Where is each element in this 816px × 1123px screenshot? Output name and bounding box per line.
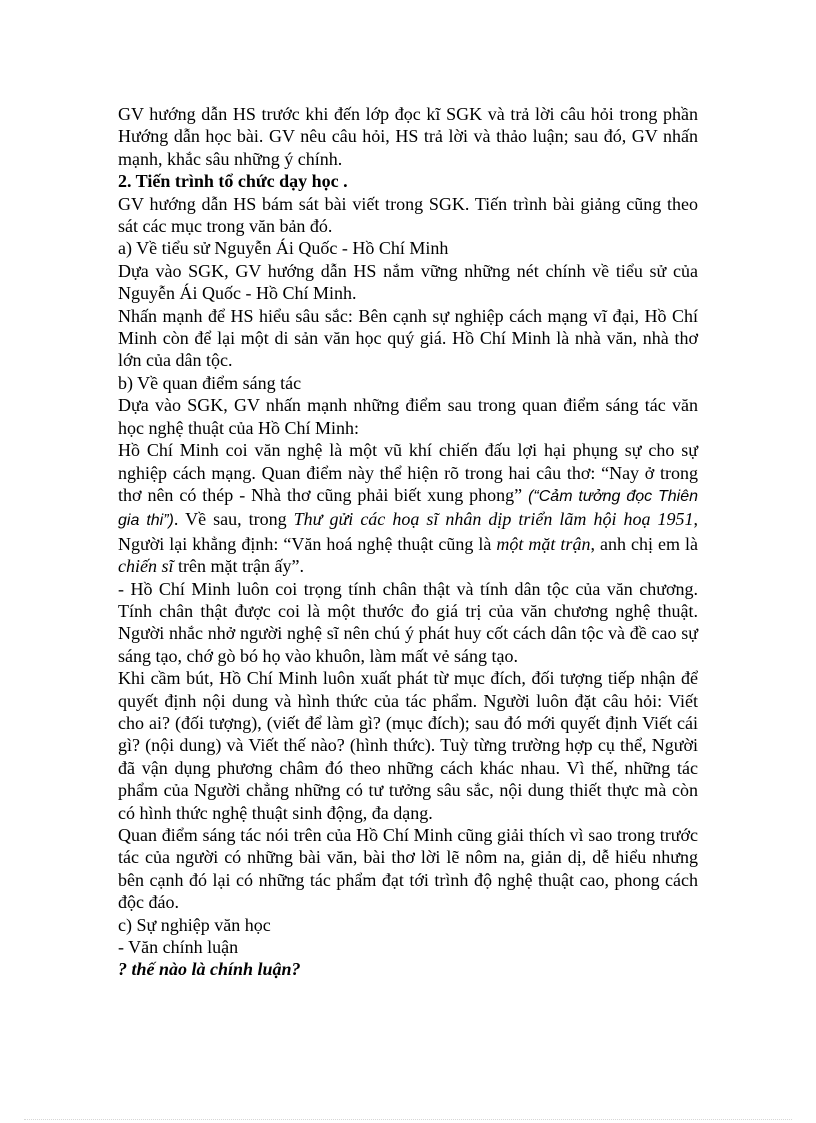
letter-title: Thư gửi các hoạ sĩ nhân dịp triển lãm hội hoạ 1951	[293, 509, 694, 530]
weapon-paragraph	[118, 439, 698, 577]
section-b-heading: b) Về quan điểm sáng tác	[118, 372, 302, 393]
section-heading-2: 2. Tiến trình tổ chức dạy học .	[118, 171, 348, 192]
explanation-paragraph: Quan điểm sáng tác nói trên của Hồ Chí Minh cũng giải thích vì sao trong trước tác của người có những bài văn, bài thơ lời lẽ nôm na, giản dị, dễ hiểu nhưng bên cạnh đó lại có những tác phẩm đạt tới trình độ nghệ thuật cao, phong cách độc đáo.	[118, 825, 698, 913]
process-paragraph: GV hướng dẫn HS bám sát bài viết trong SGK. Tiến trình bài giảng cũng theo sát các mục trong văn bản đó.	[118, 193, 698, 237]
weapon-text-2: . Về sau, trong	[173, 509, 294, 530]
political-prose-item: - Văn chính luận	[118, 937, 239, 958]
intro-paragraph: GV hướng dẫn HS trước khi đến lớp đọc kĩ SGK và trả lời câu hỏi trong phần Hướng dẫn học bài. GV nêu câu hỏi, HS trả lời và thảo luận; sau đó, GV nhấn mạnh, khắc sâu những ý chính.	[118, 104, 698, 169]
section-a-heading: a) Về tiểu sử Nguyễn Ái Quốc - Hồ Chí Minh	[118, 238, 449, 259]
question-line: ? thế nào là chính luận?	[118, 959, 301, 980]
biography-paragraph: Dựa vào SGK, GV hướng dẫn HS nắm vững những nét chính về tiểu sử của Nguyễn Ái Quốc - Hồ Chí Minh.	[118, 260, 698, 304]
soldier-phrase: chiến sĩ	[118, 556, 174, 577]
poem-citation: (“Cảm tưởng đọc Thiên gia thi”)	[118, 487, 699, 530]
purpose-paragraph: Khi cầm bút, Hồ Chí Minh luôn xuất phát từ mục đích, đối tượng tiếp nhận để quyết định nội dung và hình thức của tác phẩm. Người luôn đặt câu hỏi: Viết cho ai? (đối tượng), (viết để làm gì? (mục đích); sau đó mới quyết định Viết cái gì? (nội dung) và Viết thế nào? (hình thức). Tuỳ từng trường hợp cụ thể, Người đã vận dụng phương châm đó theo những cách khác nhau. Vì thế, những tác phẩm của Người chẳng những có tư tưởng sâu sắc, nội dung thiết thực mà còn có hình thức nghệ thuật sinh động, đa dạng.	[118, 668, 698, 823]
front-phrase: một mặt trận	[496, 533, 591, 554]
document-page	[118, 103, 698, 981]
section-c-heading: c) Sự nghiệp văn học	[118, 914, 271, 935]
emphasis-paragraph: Nhấn mạnh để HS hiểu sâu sắc: Bên cạnh sự nghiệp cách mạng vĩ đại, Hồ Chí Minh còn để lại một di sản văn học quý giá. Hồ Chí Minh là nhà văn, nhà thơ lớn của dân tộc.	[118, 305, 698, 371]
viewpoint-intro-paragraph: Dựa vào SGK, GV nhấn mạnh những điểm sau trong quan điểm sáng tác văn học nghệ thuật của Hồ Chí Minh:	[118, 395, 698, 438]
truthfulness-paragraph: - Hồ Chí Minh luôn coi trọng tính chân thật và tính dân tộc của văn chương. Tính chân thật được coi là một thước đo giá trị của văn chương nghệ thuật. Người nhắc nhở người nghệ sĩ nên chú ý phát huy cốt cách dân tộc và đề cao sự sáng tạo, chớ gò bó họ vào khuôn, làm mất vẻ sáng tạo.	[118, 578, 698, 666]
weapon-text-1: Hồ Chí Minh coi văn nghệ là một vũ khí chiến đấu lợi hại phụng sự cho sự nghiệp cách mạng. Quan điểm này thể hiện rõ trong hai câu thơ: “Nay ở trong thơ nên có thép - Nhà thơ cũng phải biết xung phong”	[118, 440, 698, 505]
page-bottom-divider	[24, 1119, 792, 1120]
weapon-text-5: trên mặt trận ấy”.	[173, 556, 304, 577]
weapon-text-3: , Người lại khẳng định: “Văn hoá nghệ thuật cũng là	[118, 509, 698, 554]
weapon-text-4: , anh chị em là	[590, 533, 698, 554]
